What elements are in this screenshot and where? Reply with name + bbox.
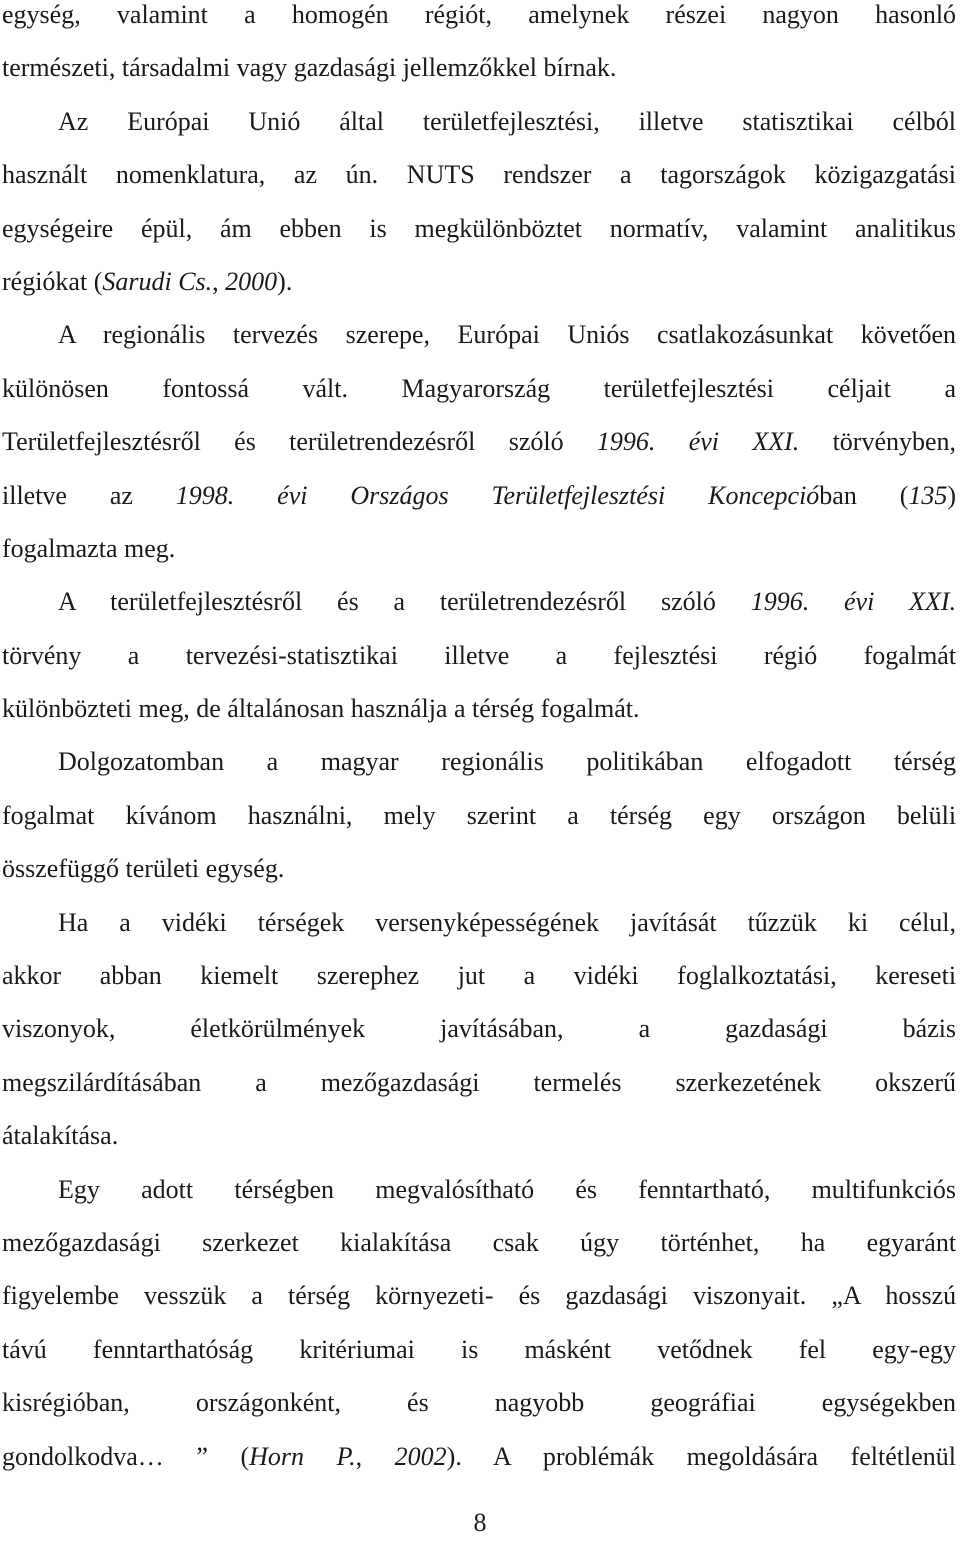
word: multifunkciós <box>811 1174 956 1204</box>
word: megoldására <box>686 1441 819 1471</box>
word: a <box>638 1014 651 1044</box>
text-line <box>2 801 956 854</box>
text-line <box>2 107 956 160</box>
italic-word: Országos <box>350 480 449 510</box>
word: meg, <box>138 694 190 724</box>
word: fogalmat <box>2 800 95 830</box>
word: a <box>555 640 568 670</box>
text-line <box>2 1281 956 1334</box>
word: a <box>255 1067 267 1097</box>
word: és <box>518 1281 541 1311</box>
word: jellemzőkkel <box>402 53 537 83</box>
italic-word: Koncepció <box>708 480 820 510</box>
italic-word: P. <box>336 1441 356 1471</box>
text-line <box>2 1014 956 1067</box>
word: nomenklatura, <box>115 160 266 190</box>
page-number: 8 <box>473 1508 487 1537</box>
word: térség <box>893 747 956 777</box>
word: A <box>492 1441 511 1471</box>
word: Az <box>58 106 89 136</box>
word: az <box>109 480 133 510</box>
italic-word: 1996. <box>750 587 810 617</box>
word: területrendezésről <box>439 587 627 617</box>
word: Európai <box>457 320 540 350</box>
word: által <box>339 106 384 136</box>
word: épül, <box>140 213 193 243</box>
word: távú <box>2 1334 47 1364</box>
word: a <box>393 587 406 617</box>
word: illetve <box>638 106 704 136</box>
word: vagy <box>236 53 288 83</box>
text-line <box>2 1335 956 1388</box>
word: Ha <box>58 907 89 937</box>
word: egység. <box>205 854 285 884</box>
italic-word: Horn <box>249 1441 305 1471</box>
text-line <box>2 747 956 800</box>
italic-word: 1998. <box>175 480 235 510</box>
word: homogén <box>291 0 389 29</box>
word: fenntarthatóság <box>92 1334 254 1364</box>
word: javításában, <box>440 1014 564 1044</box>
word: csak <box>492 1227 539 1257</box>
word: átalakítása. <box>2 1121 119 1151</box>
word: szerephez <box>316 961 420 991</box>
text-line <box>2 374 956 427</box>
word: hosszú <box>885 1281 957 1311</box>
word: okszerű <box>875 1067 957 1097</box>
word: térség <box>609 800 672 830</box>
word: a <box>523 961 536 991</box>
word: különbözteti <box>2 694 132 724</box>
word: a <box>127 640 140 670</box>
word: egységekben <box>821 1388 957 1418</box>
word: vidéki <box>573 961 639 991</box>
italic-word: 2002 <box>394 1441 447 1471</box>
italic-word: 1996. <box>596 427 656 457</box>
word: részei <box>665 0 727 29</box>
word: feltétlenül <box>850 1441 956 1471</box>
word: egyaránt <box>866 1227 957 1257</box>
word: bázis <box>902 1014 957 1044</box>
word: foglalkoztatási, <box>677 961 837 991</box>
word: szerkezetének <box>675 1067 822 1097</box>
word: szerint <box>466 800 537 830</box>
word: de <box>196 694 221 724</box>
word: magyar <box>320 747 399 777</box>
word: mezőgazdasági <box>320 1067 480 1097</box>
word: térség <box>288 1281 351 1311</box>
word: ). <box>446 1441 462 1471</box>
word: viszonyok, <box>2 1014 116 1044</box>
word: térségben <box>234 1174 334 1204</box>
word: ” <box>196 1441 208 1471</box>
word: természeti, <box>2 53 116 83</box>
word: ( <box>899 480 909 510</box>
word: régiót, <box>424 0 493 29</box>
word: törvény <box>2 640 82 670</box>
text-line <box>2 160 956 213</box>
word: egységeire <box>2 213 114 243</box>
word: termelés <box>533 1067 622 1097</box>
word: A <box>58 587 76 617</box>
italic-word: Területfejlesztési <box>491 480 666 510</box>
text-line <box>2 0 956 53</box>
word: általánosan <box>227 694 345 724</box>
word: is <box>460 1334 479 1364</box>
word: országonként, <box>195 1388 341 1418</box>
word: javítását <box>629 907 717 937</box>
word: a <box>251 1281 263 1311</box>
word: ). <box>277 266 293 296</box>
word: analitikus <box>854 213 957 243</box>
word: vesszük <box>144 1281 227 1311</box>
word: kiemelt <box>200 961 279 991</box>
word: használt <box>2 160 88 190</box>
word: egység, <box>2 0 81 29</box>
word: kereseti <box>875 961 957 991</box>
word: is <box>369 213 387 243</box>
word: tervezés <box>232 320 319 350</box>
word: társadalmi <box>121 53 231 83</box>
text-line <box>2 1068 956 1121</box>
word: regionális <box>441 747 544 777</box>
word: kisrégióban, <box>2 1388 130 1418</box>
word: akkor <box>2 961 62 991</box>
word: tagországok <box>660 160 786 190</box>
word: mezőgazdasági <box>2 1227 161 1257</box>
word: régiókat <box>2 266 88 296</box>
word: ( <box>93 266 103 296</box>
word: szerepe, <box>345 320 431 350</box>
italic-word: évi <box>844 587 875 617</box>
word: és <box>234 427 256 457</box>
word: összefüggő <box>2 854 119 884</box>
word: tervezési-statisztikai <box>185 640 398 670</box>
word: viszonyait. <box>692 1281 807 1311</box>
word: használja <box>350 694 448 724</box>
word: csatlakozásunkat <box>657 320 834 350</box>
word: Magyarország <box>401 373 551 403</box>
italic-word: XXI. <box>752 427 800 457</box>
word: megkülönböztet <box>414 213 582 243</box>
word: Dolgozatomban <box>58 747 225 777</box>
text-line <box>2 427 956 480</box>
text-line <box>2 1228 956 1281</box>
word: megvalósítható <box>375 1174 535 1204</box>
word: fogalmát <box>863 640 957 670</box>
word: célul, <box>898 907 957 937</box>
text-line <box>2 534 956 587</box>
word: Európai <box>127 106 210 136</box>
word: céljait <box>827 373 891 403</box>
word: területfejlesztési, <box>422 106 600 136</box>
text-line <box>2 694 956 747</box>
word: fontossá <box>162 373 250 403</box>
text-line <box>2 587 956 640</box>
word: kialakítása <box>340 1227 452 1257</box>
word: figyelembe <box>2 1281 119 1311</box>
word: az <box>293 160 318 190</box>
word: ha <box>800 1227 826 1257</box>
word: ban <box>819 480 857 510</box>
word: Unió <box>248 106 301 136</box>
italic-word: évi <box>688 427 720 457</box>
word: statisztikai <box>742 106 854 136</box>
word: kritériumai <box>299 1334 415 1364</box>
word: illetve <box>2 480 67 510</box>
word: fogalmazta <box>2 533 118 563</box>
word: használni, <box>247 800 353 830</box>
word: normatív, <box>609 213 709 243</box>
text-line <box>2 1121 956 1174</box>
word: a <box>944 373 957 403</box>
text-line <box>2 908 956 961</box>
text-line <box>2 1388 956 1441</box>
word: fel <box>798 1334 827 1364</box>
word: megszilárdításában <box>2 1067 202 1097</box>
word: a <box>620 160 632 190</box>
text-line <box>2 1175 956 1228</box>
word: mely <box>383 800 436 830</box>
italic-word: 135 <box>908 480 948 510</box>
word: területi <box>125 854 200 884</box>
word: régió <box>763 640 818 670</box>
word: történhet, <box>660 1227 760 1257</box>
word: célból <box>892 106 956 136</box>
word: ( <box>240 1441 250 1471</box>
word: , <box>355 1441 363 1471</box>
word: fogalmát. <box>540 694 640 724</box>
text-line <box>2 481 956 534</box>
word: illetve <box>444 640 510 670</box>
document-body <box>2 0 956 1495</box>
word: , <box>212 266 219 296</box>
word: A <box>58 320 76 350</box>
text-line <box>2 854 956 907</box>
word: ) <box>947 480 957 510</box>
word: jut <box>457 961 486 991</box>
word: rendszer <box>503 160 592 190</box>
text-line <box>2 1442 956 1495</box>
word: politikában <box>586 747 704 777</box>
text-line <box>2 320 956 373</box>
word: fenntartható, <box>638 1174 771 1204</box>
word: Területfejlesztésről <box>2 427 201 457</box>
word: kívánom <box>125 800 217 830</box>
word: és <box>337 587 359 617</box>
word: meg. <box>124 533 176 563</box>
word: versenyképességének <box>375 907 600 937</box>
word: szóló <box>508 427 564 457</box>
word: Uniós <box>567 320 630 350</box>
word: ebben <box>279 213 342 243</box>
text-line <box>2 267 956 320</box>
word: nagyon <box>762 0 839 29</box>
word: térség <box>472 694 535 724</box>
word: a <box>244 0 256 29</box>
word: a <box>567 800 579 830</box>
word: másként <box>524 1334 612 1364</box>
word: területfejlesztésről <box>110 587 303 617</box>
word: ún. <box>345 160 379 190</box>
word: abban <box>99 961 162 991</box>
word: geográfiai <box>650 1388 756 1418</box>
word: szóló <box>660 587 716 617</box>
word: nagyobb <box>494 1388 585 1418</box>
word: gondolkodva… <box>2 1441 164 1471</box>
word: különösen <box>2 373 109 403</box>
word: adott <box>141 1174 194 1204</box>
word: követően <box>860 320 956 350</box>
word: térségek <box>257 907 345 937</box>
word: egy <box>703 800 741 830</box>
word: a <box>266 747 279 777</box>
italic-word: XXI. <box>909 587 957 617</box>
word: országon <box>771 800 866 830</box>
word: NUTS <box>406 160 475 190</box>
word: vetődnek <box>657 1334 753 1364</box>
word: a <box>119 907 131 937</box>
word: vált. <box>302 373 348 403</box>
word: regionális <box>102 320 206 350</box>
text-line <box>2 641 956 694</box>
word: gazdasági <box>725 1014 828 1044</box>
word: gazdasági <box>293 53 397 83</box>
word: Egy <box>58 1174 100 1204</box>
word: elfogadott <box>745 747 852 777</box>
word: ki <box>847 907 869 937</box>
word: a <box>453 694 466 724</box>
text-line <box>2 214 956 267</box>
word: belüli <box>896 800 957 830</box>
word: problémák <box>542 1441 655 1471</box>
word: valamint <box>736 213 828 243</box>
word: életkörülmények <box>190 1014 366 1044</box>
italic-word: Sarudi <box>102 266 172 296</box>
word: törvényben, <box>832 427 957 457</box>
italic-word: Cs. <box>178 266 213 296</box>
word: egy-egy <box>872 1334 957 1364</box>
word: amelynek <box>528 0 630 29</box>
word: hasonló <box>875 0 957 29</box>
word: fejlesztési <box>613 640 718 670</box>
word: szerkezet <box>202 1227 299 1257</box>
text-line <box>2 53 956 106</box>
italic-word: 2000 <box>225 266 278 296</box>
word: és <box>575 1174 597 1204</box>
word: közigazgatási <box>814 160 956 190</box>
word: úgy <box>580 1227 620 1257</box>
word: tűzzük <box>747 907 817 937</box>
word: környezeti- <box>375 1281 494 1311</box>
word: területfejlesztési <box>603 373 775 403</box>
word: gazdasági <box>565 1281 668 1311</box>
text-line <box>2 961 956 1014</box>
word: ám <box>219 213 252 243</box>
word: területrendezésről <box>289 427 476 457</box>
word: valamint <box>116 0 208 29</box>
italic-word: évi <box>277 480 308 510</box>
word: bírnak. <box>543 53 617 83</box>
word: vidéki <box>161 907 227 937</box>
word: „A <box>831 1281 861 1311</box>
word: és <box>407 1388 429 1418</box>
